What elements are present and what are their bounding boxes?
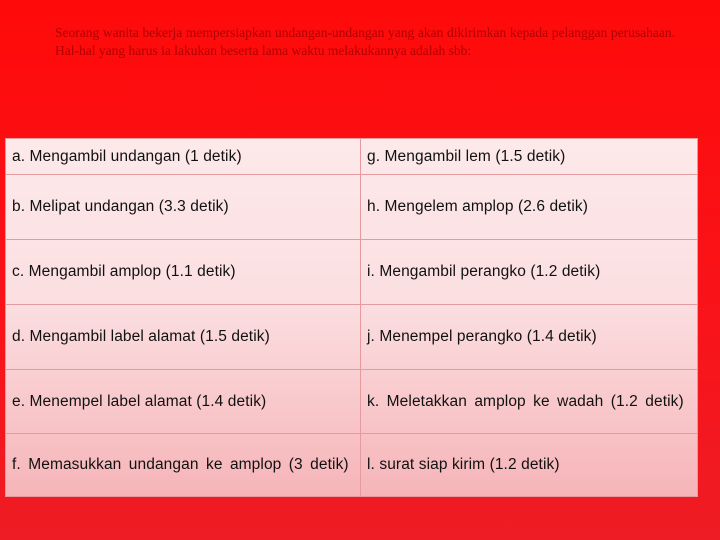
table-row xyxy=(6,240,698,305)
step-c-cell xyxy=(6,240,361,305)
step-k-cell xyxy=(361,370,698,434)
step-a: a. Mengambil undangan (1 detik) xyxy=(12,147,242,165)
step-g-cell xyxy=(361,139,698,175)
table-row xyxy=(6,434,698,497)
step-d-cell xyxy=(6,305,361,370)
step-e: e. Menempel label alamat (1.4 detik) xyxy=(12,392,267,410)
step-h: h. Mengelem amplop (2.6 detik) xyxy=(367,198,588,215)
step-l-cell xyxy=(361,434,698,497)
step-k: k. Meletakkan amplop ke wadah (1.2 detik) xyxy=(367,392,684,410)
step-i: i. Mengambil perangko (1.2 detik) xyxy=(367,263,601,280)
step-d: d. Mengambil label alamat (1.5 detik) xyxy=(12,328,270,345)
step-b: b. Melipat undangan (3.3 detik) xyxy=(12,198,229,215)
step-f-cell xyxy=(6,434,361,497)
step-l: l. surat siap kirim (1.2 detik) xyxy=(367,456,560,473)
step-j-cell xyxy=(361,305,698,370)
step-f: f. Memasukkan undangan ke amplop (3 detik) xyxy=(12,456,349,473)
step-i-cell xyxy=(361,240,698,305)
table-row xyxy=(6,305,698,370)
table-row xyxy=(6,370,698,434)
intro-paragraph: Seorang wanita bekerja mempersiapkan undangan-undangan yang akan dikirimkan kepada pelanggan perusahaan. Hal-hal yang harus ia lakukan beserta lama waktu melakukannya adalah sbb: xyxy=(55,25,675,58)
steps-table xyxy=(5,138,698,497)
step-g: g. Mengambil lem (1.5 detik) xyxy=(367,147,566,165)
step-e-cell xyxy=(6,370,361,434)
table-row xyxy=(6,139,698,175)
step-j: j. Menempel perangko (1.4 detik) xyxy=(367,328,597,345)
step-b-cell xyxy=(6,175,361,240)
step-c: c. Mengambil amplop (1.1 detik) xyxy=(12,263,236,280)
step-h-cell xyxy=(361,175,698,240)
table-row xyxy=(6,175,698,240)
step-a-cell xyxy=(6,139,361,175)
